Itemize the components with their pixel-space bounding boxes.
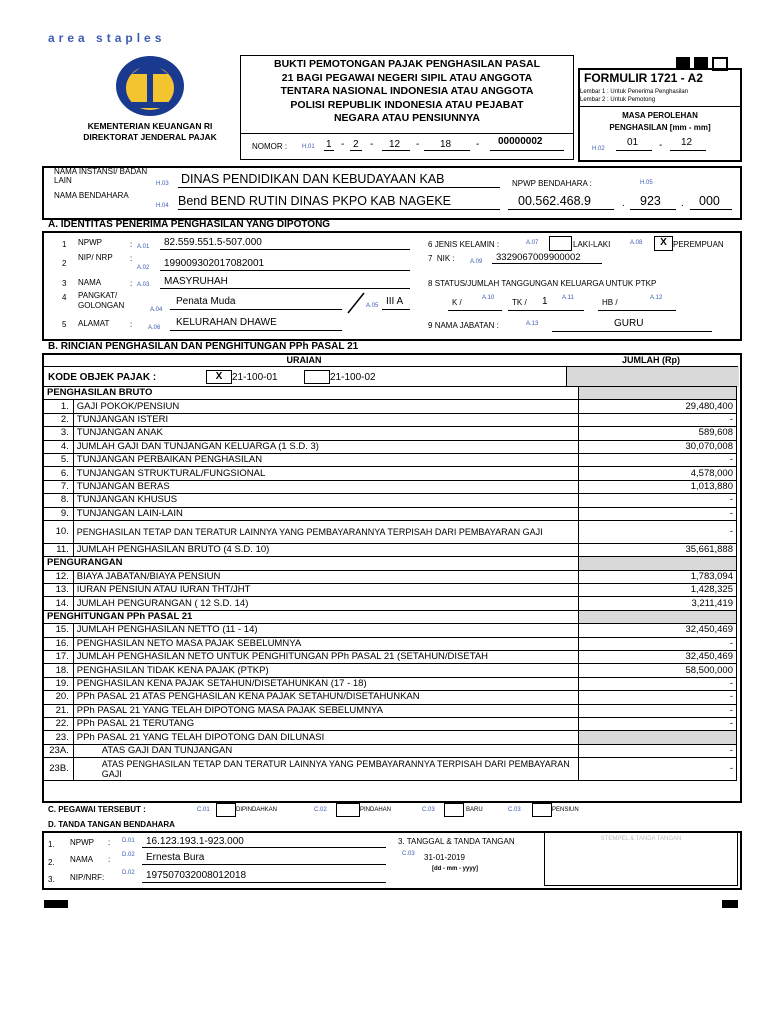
kode2-label: 21-100-02 — [330, 372, 376, 383]
date-value: 31-01-2019 — [424, 853, 465, 862]
d1-no: 1. — [48, 840, 55, 849]
brand-text: area staples — [48, 31, 166, 45]
jabatan-code: A.13 — [526, 321, 539, 327]
npwp-bendahara-label: NPWP BENDAHARA : — [512, 179, 592, 188]
section-a-title: A. IDENTITAS PENERIMA PENGHASILAN YANG DIPOTONG — [48, 219, 331, 230]
kode1-checkbox[interactable]: X — [206, 370, 232, 384]
amount-cell: - — [578, 758, 736, 781]
instansi-label: NAMA INSTANSI/ BADAN LAIN — [54, 167, 148, 185]
row-number: 23. — [44, 731, 74, 744]
row-description: GAJI POKOK/PENSIUN — [73, 400, 578, 413]
row-number: 12. — [44, 570, 74, 583]
col-uraian: URAIAN — [286, 355, 322, 365]
d2-value: Ernesta Bura — [146, 852, 205, 863]
row-number: 11. — [44, 543, 74, 556]
lembar1-text: : Untuk Penerima Penghasilan — [607, 89, 689, 95]
dipindahkan-checkbox[interactable] — [216, 803, 236, 817]
row-number: 14. — [44, 597, 74, 610]
instansi-value: DINAS PENDIDIKAN DAN KEBUDAYAAN KAB — [181, 172, 445, 186]
amount-cell: 3,211,419 — [578, 597, 736, 610]
table-row — [44, 557, 737, 570]
formulir-title: FORMULIR 1721 - A2 — [584, 71, 703, 85]
date-code: C.03 — [402, 851, 415, 857]
amount-cell — [578, 731, 736, 744]
amount-cell: - — [578, 453, 736, 466]
a3-label: NAMA — [78, 278, 102, 287]
table-row — [44, 507, 737, 520]
tk-label: TK / — [512, 298, 527, 307]
jabatan-label: NAMA JABATAN : — [434, 321, 499, 330]
a6-no: 5 — [62, 320, 67, 329]
table-row — [44, 691, 737, 704]
masa-label1: MASA PEROLEHAN — [622, 111, 698, 120]
ttd-label: 3. TANGGAL & TANDA TANGAN — [398, 837, 515, 846]
a1-label: NPWP — [78, 238, 102, 247]
lembar2-label: Lembar 2 — [580, 97, 606, 103]
table-row — [44, 624, 737, 637]
row-number: 22. — [44, 717, 74, 730]
table-row — [44, 597, 737, 610]
bendahara-code: H.04 — [156, 203, 169, 209]
table-row — [44, 758, 737, 781]
table-row — [44, 570, 737, 583]
row-description: ATAS GAJI DAN TUNJANGAN — [73, 744, 578, 757]
ministry-logo — [112, 52, 188, 118]
c1-code: C.01 — [197, 807, 210, 813]
c4-label: PENSIUN — [552, 807, 579, 813]
table-row — [44, 480, 737, 493]
row-number: 23A. — [44, 744, 74, 757]
table-row — [44, 651, 737, 664]
nomor-p5: 00000002 — [498, 136, 543, 147]
section-d-title: D. TANDA TANGAN BENDAHARA — [48, 820, 175, 829]
row-description: TUNJANGAN STRUKTURAL/FUNGSIONAL — [73, 467, 578, 480]
nik-code: A.09 — [470, 259, 483, 265]
jk-label: JENIS KELAMIN : — [434, 240, 500, 249]
nomor-p4: 18 — [440, 139, 452, 150]
row-description: PPh PASAL 21 YANG TELAH DIPOTONG DAN DILUNASI — [73, 731, 578, 744]
jk-code-l: A.07 — [526, 240, 539, 246]
row-number: 1. — [44, 400, 74, 413]
table-row — [44, 440, 737, 453]
c2-label: PINDAHAN — [360, 807, 392, 813]
corner-marker — [44, 900, 68, 908]
d1-label: NPWP — [70, 838, 94, 847]
nomor-code: H.01 — [302, 144, 315, 150]
row-description: JUMLAH PENGHASILAN NETO UNTUK PENGHITUNGAN PPh PASAL 21 (SETAHUN/DISETAH — [73, 651, 578, 664]
row-description: JUMLAH PENGHASILAN BRUTO (4 S.D. 10) — [73, 543, 578, 556]
row-description: PENGHASILAN NETO MASA PAJAK SEBELUMNYA — [73, 637, 578, 650]
row-number: 5. — [44, 453, 74, 466]
a5-code: A.05 — [366, 303, 379, 309]
table-row — [44, 704, 737, 717]
amount-cell: - — [578, 413, 736, 426]
jabatan-value: GURU — [614, 318, 644, 329]
tk-code: A.11 — [562, 295, 574, 301]
row-number: 20. — [44, 691, 74, 704]
nik-value: 3329067009900002 — [496, 252, 581, 263]
amount-cell: 29,480,400 — [578, 400, 736, 413]
npwp-bendahara-p1: 00.562.468.9 — [518, 194, 591, 208]
a1-no: 1 — [62, 240, 67, 249]
row-number: 6. — [44, 467, 74, 480]
a4-label: PANGKAT/ GOLONGAN — [78, 291, 125, 310]
amount-cell: - — [578, 507, 736, 520]
row-number: 23B. — [44, 758, 74, 781]
amount-cell: 589,608 — [578, 427, 736, 440]
row-description: PPh PASAL 21 TERUTANG — [73, 717, 578, 730]
nomor-sep: - — [370, 139, 374, 150]
row-description: PENGHASILAN TETAP DAN TERATUR LAINNYA YANG PEMBAYARANNYA TERPISAH DARI PEMBAYARAN GAJI — [73, 520, 578, 543]
ministry-line1: KEMENTERIAN KEUANGAN RI — [87, 121, 213, 131]
table-row — [44, 664, 737, 677]
table-row — [44, 413, 737, 426]
a7-no: 7 — [428, 254, 433, 263]
d2-code: D.02 — [122, 852, 135, 858]
a6-label: ALAMAT — [78, 319, 110, 328]
kode2-checkbox[interactable] — [304, 370, 330, 384]
amount-cell: 1,428,325 — [578, 584, 736, 597]
table-row — [44, 467, 737, 480]
row-description: ATAS PENGHASILAN TETAP DAN TERATUR LAINNYA YANG PEMBAYARANNYA TERPISAH DARI PEMBAYARAN GAJI — [73, 758, 578, 781]
npwp-bendahara-p3: 000 — [699, 194, 720, 208]
perempuan-label: PEREMPUAN — [673, 240, 724, 249]
row-description: IURAN PENSIUN ATAU IURAN THT/JHT — [73, 584, 578, 597]
amount-cell: - — [578, 717, 736, 730]
c3-code: C.03 — [422, 807, 435, 813]
lembar1-label: Lembar 1 — [580, 89, 606, 95]
amount-cell — [578, 557, 736, 570]
row-number: 15. — [44, 624, 74, 637]
kode1-label: 21-100-01 — [232, 372, 278, 383]
d3-label: NIP/NRF: — [70, 873, 105, 882]
row-number: 13. — [44, 584, 74, 597]
d1-value: 16.123.193.1-923.000 — [146, 836, 244, 847]
lembar2-text: : Untuk Pemotong — [607, 97, 656, 103]
baru-checkbox[interactable] — [444, 803, 464, 817]
section-row-label: PENGHASILAN BRUTO — [44, 387, 579, 400]
bendahara-label: NAMA BENDAHARA — [54, 191, 129, 200]
table-row — [44, 427, 737, 440]
section-row-label: PENGURANGAN — [44, 557, 579, 570]
nik-label: NIK : — [436, 254, 455, 263]
a2-no: 2 — [62, 259, 67, 268]
table-row — [44, 453, 737, 466]
perempuan-checkbox[interactable]: X — [654, 236, 673, 251]
row-number: 19. — [44, 677, 74, 690]
row-description: TUNJANGAN LAIN-LAIN — [73, 507, 578, 520]
a6-code: A.06 — [148, 325, 161, 331]
table-row — [44, 400, 737, 413]
nomor-sep: - — [341, 139, 345, 150]
d3-no: 3. — [48, 875, 55, 884]
d3-code: D.02 — [122, 870, 135, 876]
amount-cell: 1,013,880 — [578, 480, 736, 493]
amount-cell: - — [578, 494, 736, 507]
nomor-sep: - — [476, 139, 480, 150]
row-description: TUNJANGAN KHUSUS — [73, 494, 578, 507]
npwp-bendahara-code: H.05 — [640, 180, 653, 186]
row-description: JUMLAH PENGHASILAN NETTO (11 - 14) — [73, 624, 578, 637]
a9-no: 9 — [428, 321, 433, 330]
nomor-label: NOMOR : — [252, 142, 288, 151]
row-number: 7. — [44, 480, 74, 493]
kode-grey-cell — [566, 367, 739, 387]
masa-code: H.02 — [592, 146, 605, 152]
bendahara-value: Bend BEND RUTIN DINAS PKPO KAB NAGEKE — [178, 194, 451, 208]
row-description: TUNJANGAN ISTERI — [73, 413, 578, 426]
row-description: PENGHASILAN KENA PAJAK SETAHUN/DISETAHUNKAN (17 - 18) — [73, 677, 578, 690]
row-number: 9. — [44, 507, 74, 520]
pensiun-checkbox[interactable] — [532, 803, 552, 817]
row-description: JUMLAH GAJI DAN TUNJANGAN KELUARGA (1 S.D. 3) — [73, 440, 578, 453]
row-description: TUNJANGAN ANAK — [73, 427, 578, 440]
slash-divider — [346, 292, 366, 314]
table-row — [44, 543, 737, 556]
a5-value: III A — [386, 296, 404, 307]
masa-label2: PENGHASILAN [mm - mm] — [609, 123, 711, 132]
row-number: 4. — [44, 440, 74, 453]
instansi-code: H.03 — [156, 181, 169, 187]
pindahan-checkbox[interactable] — [336, 803, 360, 817]
a3-no: 3 — [62, 279, 67, 288]
table-row — [44, 637, 737, 650]
c4-code: C.03 — [508, 807, 521, 813]
c2-code: C.02 — [314, 807, 327, 813]
amount-cell: 4,578,000 — [578, 467, 736, 480]
nomor-p3: 12 — [389, 139, 401, 150]
section-row-label: PENGHITUNGAN PPh PASAL 21 — [44, 610, 579, 623]
nomor-sep: - — [416, 139, 420, 150]
k-code: A.10 — [482, 295, 495, 301]
row-number: 8. — [44, 494, 74, 507]
a3-value: MASYRUHAH — [164, 276, 228, 287]
stempel-label: STEMPEL & TANDA TANGAN — [600, 836, 682, 842]
masa-to: 12 — [681, 137, 693, 148]
status-label: STATUS/JUMLAH TANGGUNGAN KELUARGA UNTUK PTKP — [434, 279, 657, 288]
section-c-title: C. PEGAWAI TERSEBUT : — [48, 805, 146, 814]
nomor-p2: 2 — [353, 139, 359, 150]
amount-cell — [578, 610, 736, 623]
table-row — [44, 387, 737, 400]
a8-no: 8 — [428, 279, 433, 288]
row-number: 21. — [44, 704, 74, 717]
col-jumlah: JUMLAH (Rp) — [622, 355, 680, 365]
hb-code: A.12 — [650, 295, 663, 301]
table-row — [44, 584, 737, 597]
ministry-line2: DIREKTORAT JENDERAL PAJAK — [83, 132, 217, 142]
row-description: BIAYA JABATAN/BIAYA PENSIUN — [73, 570, 578, 583]
row-number: 18. — [44, 664, 74, 677]
amount-cell: 58,500,000 — [578, 664, 736, 677]
amount-cell: 32,450,469 — [578, 651, 736, 664]
row-description: PPh PASAL 21 YANG TELAH DIPOTONG MASA PAJAK SEBELUMNYA — [73, 704, 578, 717]
a4-no: 4 — [62, 293, 67, 302]
d3-value: 197507032008012018 — [146, 870, 247, 881]
amount-cell: - — [578, 637, 736, 650]
jk-code-p: A.08 — [630, 240, 643, 246]
tk-value: 1 — [542, 296, 548, 307]
row-description: JUMLAH PENGURANGAN ( 12 S.D. 14) — [73, 597, 578, 610]
a2-code: A.02 — [137, 265, 150, 271]
row-number: 10. — [44, 520, 74, 543]
d2-no: 2. — [48, 858, 55, 867]
a6-value: KELURAHAN DHAWE — [176, 317, 277, 328]
a2-label: NIP/ NRP — [78, 253, 113, 262]
row-number: 3. — [44, 427, 74, 440]
nomor-p1: 1 — [326, 139, 332, 150]
d2-label: NAMA — [70, 855, 94, 864]
amount-cell: - — [578, 704, 736, 717]
amount-cell: 32,450,469 — [578, 624, 736, 637]
amount-cell: - — [578, 744, 736, 757]
a1-code: A.01 — [137, 244, 150, 250]
d1-code: D.01 — [122, 838, 135, 844]
row-number: 16. — [44, 637, 74, 650]
table-row — [44, 610, 737, 623]
date-format: [dd - mm - yyyy] — [432, 866, 479, 872]
row-description: PENGHASILAN TIDAK KENA PAJAK (PTKP) — [73, 664, 578, 677]
a4-code: A.04 — [150, 307, 163, 313]
a2-value: 199009302017082001 — [164, 258, 265, 269]
row-number: 17. — [44, 651, 74, 664]
income-table — [43, 386, 737, 781]
table-row — [44, 520, 737, 543]
a4-value: Penata Muda — [176, 296, 236, 307]
laki-checkbox[interactable] — [549, 236, 572, 251]
amount-cell: 30,070,008 — [578, 440, 736, 453]
a6b-no: 6 — [428, 240, 433, 249]
section-b-title: B. RINCIAN PENGHASILAN DAN PENGHITUNGAN PPh PASAL 21 — [48, 341, 359, 352]
a3-code: A.03 — [137, 282, 150, 288]
kode-label: KODE OBJEK PAJAK : — [48, 372, 157, 383]
masa-from: 01 — [627, 137, 639, 148]
amount-cell: - — [578, 520, 736, 543]
amount-cell: - — [578, 677, 736, 690]
table-row — [44, 744, 737, 757]
laki-label: LAKI-LAKI — [573, 240, 611, 249]
amount-cell — [578, 387, 736, 400]
table-row — [44, 731, 737, 744]
row-description: PPh PASAL 21 ATAS PENGHASILAN KENA PAJAK SETAHUN/DISETAHUNKAN — [73, 691, 578, 704]
npwp-bendahara-p2: 923 — [640, 194, 661, 208]
form-title: BUKTI PEMOTONGAN PAJAK PENGHASILAN PASAL 21 BAGI PEGAWAI NEGERI SIPIL ATAU ANGGOTA TENTARA NASIONAL INDONESIA ATAU ANGGOTA POLISI REPUBLIK INDONESIA ATAU PEJABAT NEGARA ATAU PENSIUNNYA — [273, 58, 541, 124]
hb-label: HB / — [602, 298, 618, 307]
c3-label: BARU — [466, 807, 483, 813]
table-row — [44, 494, 737, 507]
amount-cell: 1,783,094 — [578, 570, 736, 583]
amount-cell: 35,661,888 — [578, 543, 736, 556]
a1-value: 82.559.551.5-507.000 — [164, 237, 262, 248]
c1-label: DIPINDAHKAN — [236, 807, 278, 813]
table-row — [44, 717, 737, 730]
amount-cell: - — [578, 691, 736, 704]
k-label: K / — [452, 298, 462, 307]
row-description: TUNJANGAN BERAS — [73, 480, 578, 493]
row-description: TUNJANGAN PERBAIKAN PENGHASILAN — [73, 453, 578, 466]
corner-marker — [722, 900, 738, 908]
row-number: 2. — [44, 413, 74, 426]
table-row — [44, 677, 737, 690]
